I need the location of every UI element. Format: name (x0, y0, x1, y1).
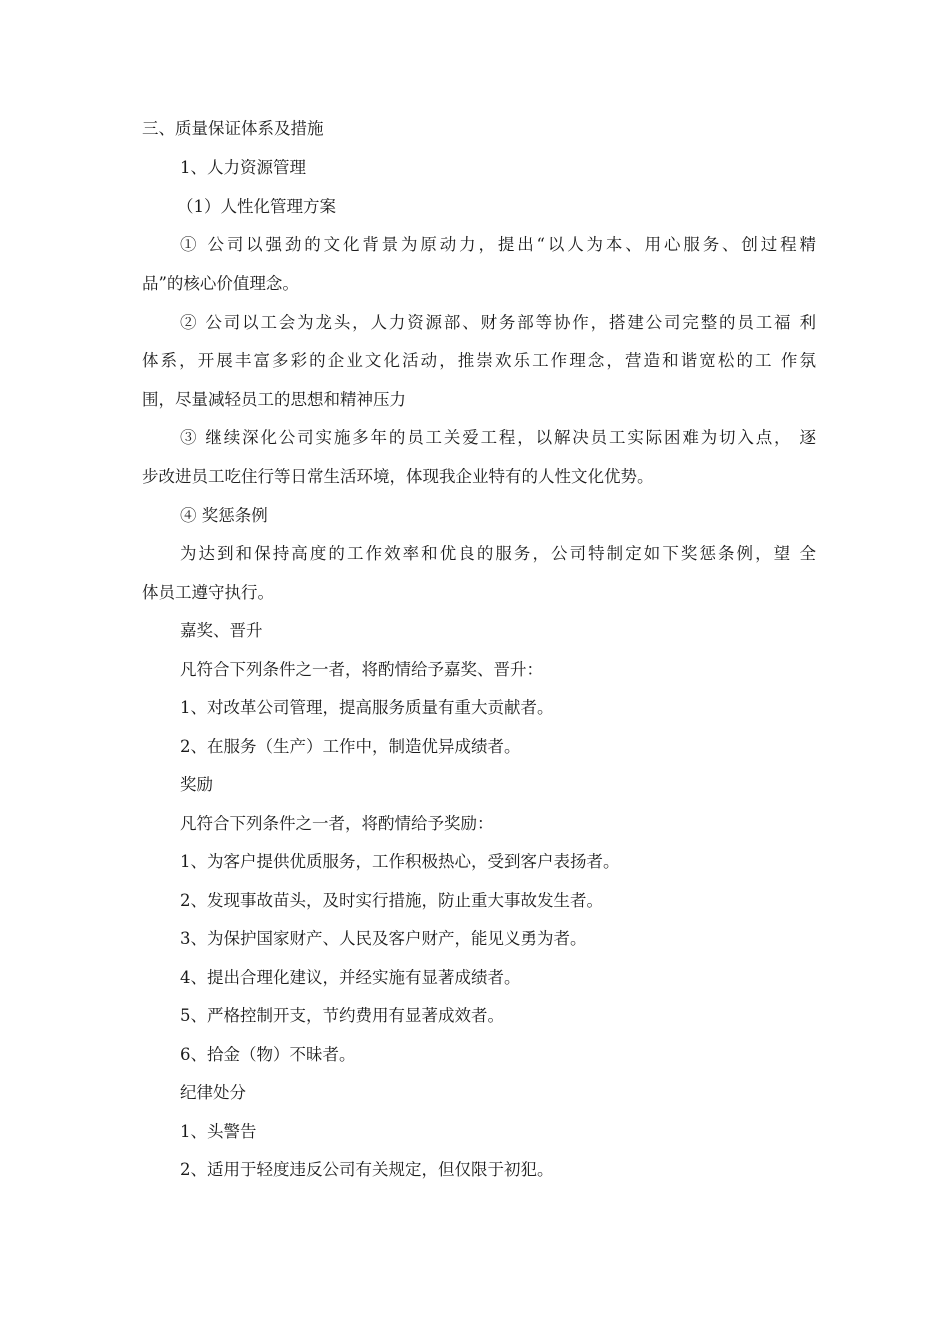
paragraph-line: ③ 继续深化公司实施多年的员工关爱工程，以解决员工实际困难为切入点， 逐 (180, 428, 816, 447)
section-heading: 三、质量保证体系及措施 (142, 119, 324, 138)
paragraph-line: 品”的核心价值理念。 (142, 274, 299, 293)
paragraph-line: ④ 奖惩条例 (180, 506, 268, 525)
sub-subsection-heading: （1）人性化管理方案 (177, 197, 336, 216)
list-item: 6、拾金（物）不昧者。 (180, 1045, 356, 1064)
list-item: 4、提出合理化建议，并经实施有显著成绩者。 (180, 968, 521, 987)
paragraph-line: 为达到和保持高度的工作效率和优良的服务，公司特制定如下奖惩条例，望 全 (180, 544, 816, 563)
paragraph-line: 纪律处分 (180, 1083, 246, 1102)
paragraph-line: 围，尽量减轻员工的思想和精神压力 (142, 390, 406, 409)
paragraph-line: 体系，开展丰富多彩的企业文化活动，推崇欢乐工作理念，营造和谐宽松的工 作氛 (142, 351, 816, 370)
paragraph-line: ① 公司以强劲的文化背景为原动力，提出“以人为本、用心服务、创过程精 (180, 235, 816, 254)
list-item: 1、对改革公司管理，提高服务质量有重大贡献者。 (180, 698, 554, 717)
paragraph-line: 奖励 (180, 775, 213, 794)
paragraph-line: 步改进员工吃住行等日常生活环境，体现我企业特有的人性文化优势。 (142, 467, 654, 486)
list-item: 1、头警告 (180, 1122, 257, 1141)
paragraph-line: 体员工遵守执行。 (142, 583, 274, 602)
list-item: 2、在服务（生产）工作中，制造优异成绩者。 (180, 737, 521, 756)
list-item: 2、发现事故苗头，及时实行措施，防止重大事故发生者。 (180, 891, 603, 910)
paragraph-line: 凡符合下列条件之一者，将酌情给予嘉奖、晋升： (180, 660, 543, 679)
list-item: 1、为客户提供优质服务，工作积极热心，受到客户表扬者。 (180, 852, 620, 871)
paragraph-line: 凡符合下列条件之一者，将酌情给予奖励： (180, 814, 494, 833)
list-item: 2、适用于轻度违反公司有关规定，但仅限于初犯。 (180, 1160, 554, 1179)
list-item: 3、为保护国家财产、人民及客户财产，能见义勇为者。 (180, 929, 587, 948)
paragraph-line: 嘉奖、晋升 (180, 621, 263, 640)
list-item: 5、严格控制开支，节约费用有显著成效者。 (180, 1006, 504, 1025)
subsection-heading: 1、人力资源管理 (180, 158, 306, 177)
paragraph-line: ② 公司以工会为龙头，人力资源部、财务部等协作，搭建公司完整的员工福 利 (180, 313, 816, 332)
